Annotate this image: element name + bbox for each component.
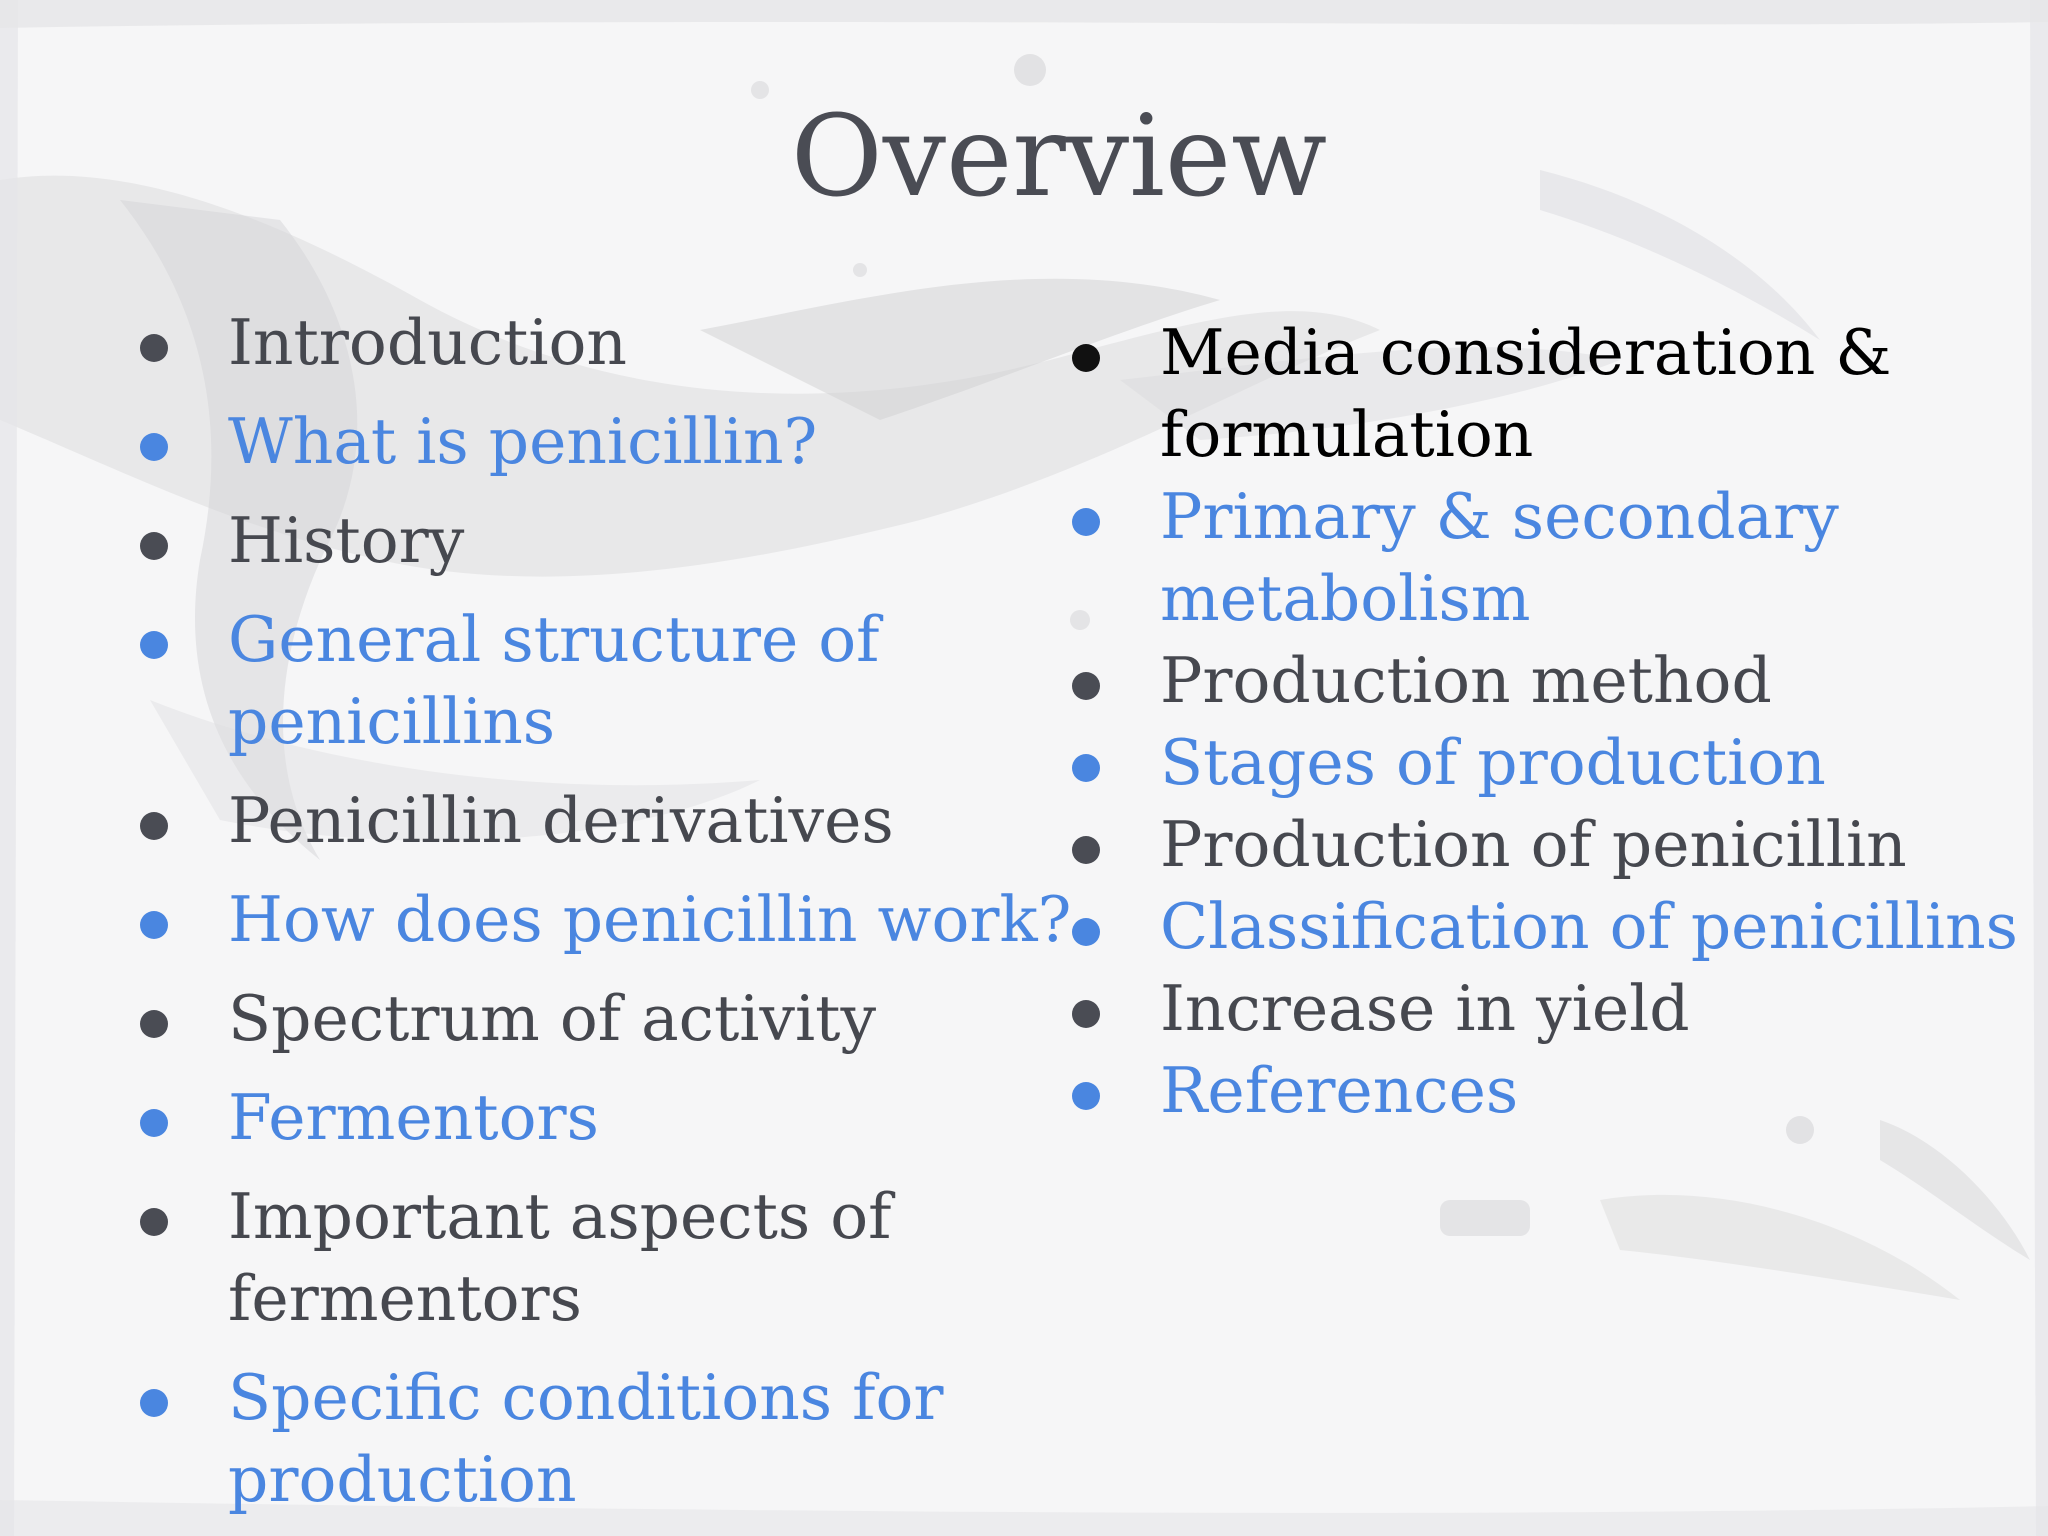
- overview-list-right: [1072, 312, 2032, 1132]
- list-item: [1072, 886, 2032, 968]
- list-item-label: Introduction: [228, 306, 627, 379]
- list-item: [1072, 1050, 2032, 1132]
- list-item: [140, 1077, 1040, 1159]
- overview-list-left: [140, 302, 1072, 1536]
- list-item: [1072, 640, 2032, 722]
- bullet-icon: [1072, 754, 1100, 782]
- bullet-icon: [1072, 918, 1100, 946]
- list-item: [140, 599, 1040, 763]
- bullet-icon: [140, 1010, 168, 1038]
- bullet-icon: [1072, 672, 1100, 700]
- bullet-icon: [140, 1208, 168, 1236]
- bullet-icon: [140, 532, 168, 560]
- list-item-label: Important aspects of fermentors: [228, 1180, 892, 1335]
- bullet-icon: [1072, 1082, 1100, 1110]
- bullet-icon: [1072, 344, 1100, 372]
- list-item: [1072, 312, 2032, 476]
- list-item: [1072, 722, 2032, 804]
- list-item-label: What is penicillin?: [228, 405, 818, 478]
- bullet-icon: [1072, 836, 1100, 864]
- bullet-icon: [1072, 508, 1100, 536]
- list-item-label: Production of penicillin: [1160, 808, 1907, 881]
- list-item-label: Penicillin derivatives: [228, 784, 894, 857]
- list-item-label: Stages of production: [1160, 726, 1826, 799]
- bullet-icon: [140, 631, 168, 659]
- list-item: [140, 500, 1040, 582]
- list-item: [1072, 968, 2032, 1050]
- list-item: [140, 1357, 1040, 1521]
- list-item-label: Classification of penicillins: [1160, 890, 2018, 963]
- list-item-label: Increase in yield: [1160, 972, 1690, 1045]
- list-item-label: Production method: [1160, 644, 1772, 717]
- list-item-label: Primary & secondary metabolism: [1160, 480, 1839, 635]
- list-item: [140, 401, 1040, 483]
- list-item-label: Fermentors: [228, 1081, 599, 1154]
- list-item-label: Media consideration & formulation: [1160, 316, 1892, 471]
- list-item: [1072, 476, 2032, 640]
- list-item: [1072, 804, 2032, 886]
- list-item-label: Specific conditions for production: [228, 1361, 944, 1516]
- list-item-label: How does penicillin work?: [228, 883, 1072, 956]
- list-item-label: General structure of penicillins: [228, 603, 880, 758]
- list-item: [140, 302, 1040, 384]
- bullet-icon: [140, 911, 168, 939]
- list-item-label: History: [228, 504, 465, 577]
- list-item: [140, 879, 1072, 961]
- list-item: [140, 1176, 1040, 1340]
- list-item: [140, 780, 1040, 862]
- bullet-icon: [140, 334, 168, 362]
- list-item-label: References: [1160, 1054, 1519, 1127]
- list-item: [140, 978, 1040, 1060]
- bullet-icon: [140, 1389, 168, 1417]
- bullet-icon: [1072, 1000, 1100, 1028]
- slide-title: Overview: [790, 92, 1328, 222]
- bullet-icon: [140, 433, 168, 461]
- bullet-icon: [140, 1109, 168, 1137]
- bullet-icon: [140, 812, 168, 840]
- list-item-label: Spectrum of activity: [228, 982, 877, 1055]
